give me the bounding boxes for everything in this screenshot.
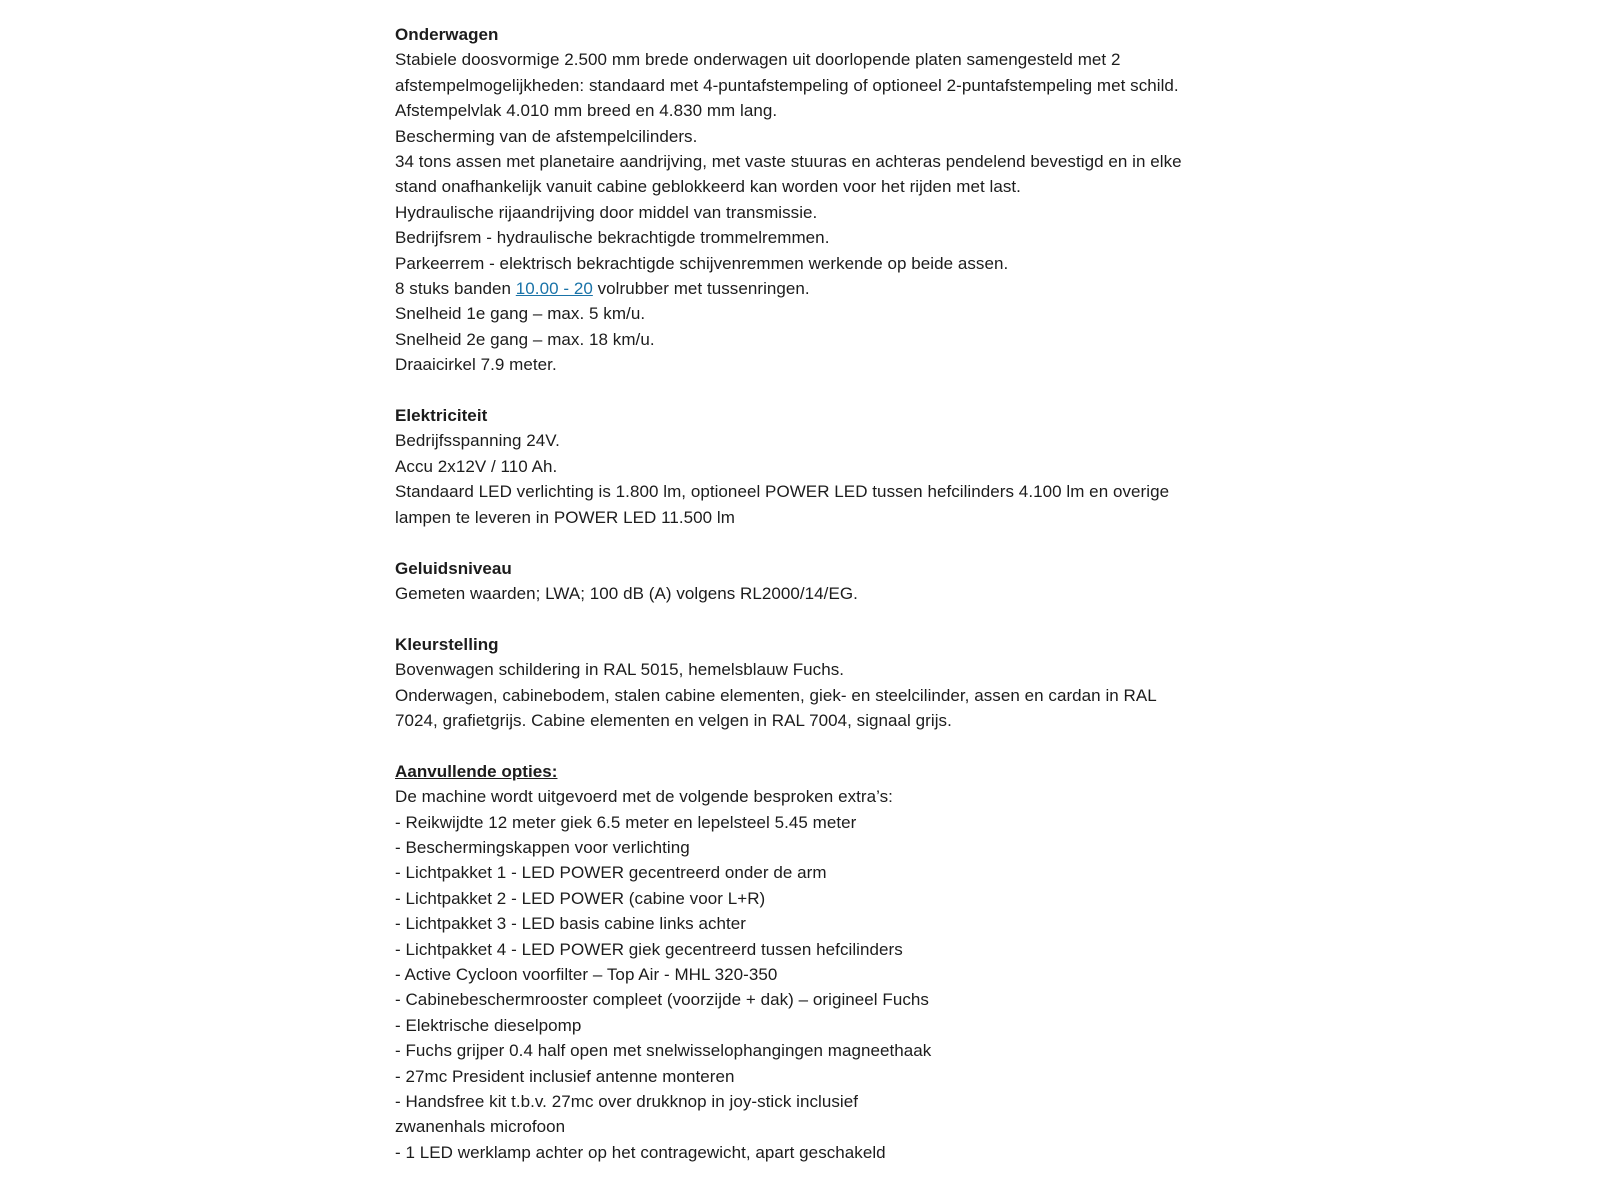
section-heading-aanvullende-opties: Aanvullende opties: bbox=[395, 761, 558, 781]
option-line: - Handsfree kit t.b.v. 27mc over drukknop in joy-stick inclusief bbox=[395, 1092, 859, 1111]
spec-line: Afstempelvlak 4.010 mm breed en 4.830 mm lang. bbox=[395, 101, 778, 121]
option-line: - Reikwijdte 12 meter giek 6.5 meter en lepelsteel 5.45 meter bbox=[395, 812, 857, 832]
tire-size-link[interactable]: 10.00 - 20 bbox=[515, 279, 593, 299]
section-heading-onderwagen: Onderwagen bbox=[395, 25, 499, 44]
option-line: - 1 LED werklamp achter op het contragewicht, apart geschakeld bbox=[395, 1142, 886, 1162]
section-heading-geluidsniveau: Geluidsniveau bbox=[395, 558, 512, 578]
spec-line: 7024, grafietgrijs. Cabine elementen en velgen in RAL 7004, signaal grijs. bbox=[395, 710, 952, 730]
option-line: - Fuchs grijper 0.4 half open met snelwisselophangingen magneethaak bbox=[395, 1041, 932, 1061]
tires-line bbox=[395, 276, 1225, 301]
option-line: - Beschermingskappen voor verlichting bbox=[395, 837, 690, 857]
section-kleurstelling bbox=[395, 632, 1225, 734]
spec-line: Draaicirkel 7.9 meter. bbox=[395, 355, 557, 375]
spec-line: Bedrijfsspanning 24V. bbox=[395, 431, 560, 451]
option-line: - Active Cycloon voorfilter – Top Air - MHL 320-350 bbox=[395, 964, 778, 984]
spec-line: lampen te leveren in POWER LED 11.500 lm bbox=[395, 507, 735, 527]
spec-line: Hydraulische rijaandrijving door middel van transmissie. bbox=[395, 202, 818, 222]
tires-suffix: volrubber met tussenringen. bbox=[592, 279, 810, 299]
section-elektriciteit bbox=[395, 403, 1225, 530]
option-line: - Lichtpakket 2 - LED POWER (cabine voor L+R) bbox=[395, 888, 766, 908]
spec-line: Stabiele doosvormige 2.500 mm brede onderwagen uit doorlopende platen samengesteld met 2 bbox=[395, 50, 1121, 70]
option-line: - Lichtpakket 3 - LED basis cabine links achter bbox=[395, 914, 747, 934]
spec-line: Bovenwagen schildering in RAL 5015, hemelsblauw Fuchs. bbox=[395, 660, 845, 680]
spec-line: Snelheid 1e gang – max. 5 km/u. bbox=[395, 304, 646, 324]
tires-prefix: 8 stuks banden bbox=[395, 279, 516, 299]
option-line: - Elektrische dieselpomp bbox=[395, 1015, 582, 1035]
option-line: - Lichtpakket 4 - LED POWER giek gecentreerd tussen hefcilinders bbox=[395, 939, 903, 959]
spec-line: Standaard LED verlichting is 1.800 lm, optioneel POWER LED tussen hefcilinders 4.100 lm en overige bbox=[395, 482, 1170, 502]
spec-line: Onderwagen, cabinebodem, stalen cabine elementen, giek- en steelcilinder, assen en cardan in RAL bbox=[395, 685, 1157, 705]
option-line: De machine wordt uitgevoerd met de volgende besproken extra’s: bbox=[395, 787, 893, 807]
option-line: - Lichtpakket 1 - LED POWER gecentreerd onder de arm bbox=[395, 863, 827, 883]
section-heading-kleurstelling: Kleurstelling bbox=[395, 634, 499, 654]
section-heading-elektriciteit: Elektriciteit bbox=[395, 406, 488, 426]
spec-line: 34 tons assen met planetaire aandrijving, met vaste stuuras en achteras pendelend bevestigd en in elke bbox=[395, 152, 1182, 172]
spec-line: Parkeerrem - elektrisch bekrachtigde schijvenremmen werkende op beide assen. bbox=[395, 253, 1009, 273]
spec-line: stand onafhankelijk vanuit cabine geblokkeerd kan worden voor het rijden met last. bbox=[395, 177, 1021, 197]
option-line: - Cabinebeschermrooster compleet (voorzijde + dak) – origineel Fuchs bbox=[395, 990, 929, 1010]
option-line: zwanenhals microfoon bbox=[395, 1117, 566, 1137]
spec-line: Accu 2x12V / 110 Ah. bbox=[395, 456, 558, 476]
section-geluidsniveau bbox=[395, 556, 1225, 607]
spec-line: Bescherming van de afstempelcilinders. bbox=[395, 126, 698, 146]
document-body bbox=[395, 22, 1225, 1165]
spec-line: Gemeten waarden; LWA; 100 dB (A) volgens RL2000/14/EG. bbox=[395, 583, 858, 603]
section-aanvullende-opties bbox=[395, 759, 1225, 1166]
spec-line: afstempelmogelijkheden: standaard met 4-puntafstempeling of optioneel 2-puntafstempeling met schild. bbox=[395, 75, 1179, 95]
spec-line: Snelheid 2e gang – max. 18 km/u. bbox=[395, 329, 655, 349]
section-onderwagen bbox=[395, 22, 1225, 378]
option-line: - 27mc President inclusief antenne monteren bbox=[395, 1066, 735, 1086]
spec-line: Bedrijfsrem - hydraulische bekrachtigde trommelremmen. bbox=[395, 228, 830, 248]
